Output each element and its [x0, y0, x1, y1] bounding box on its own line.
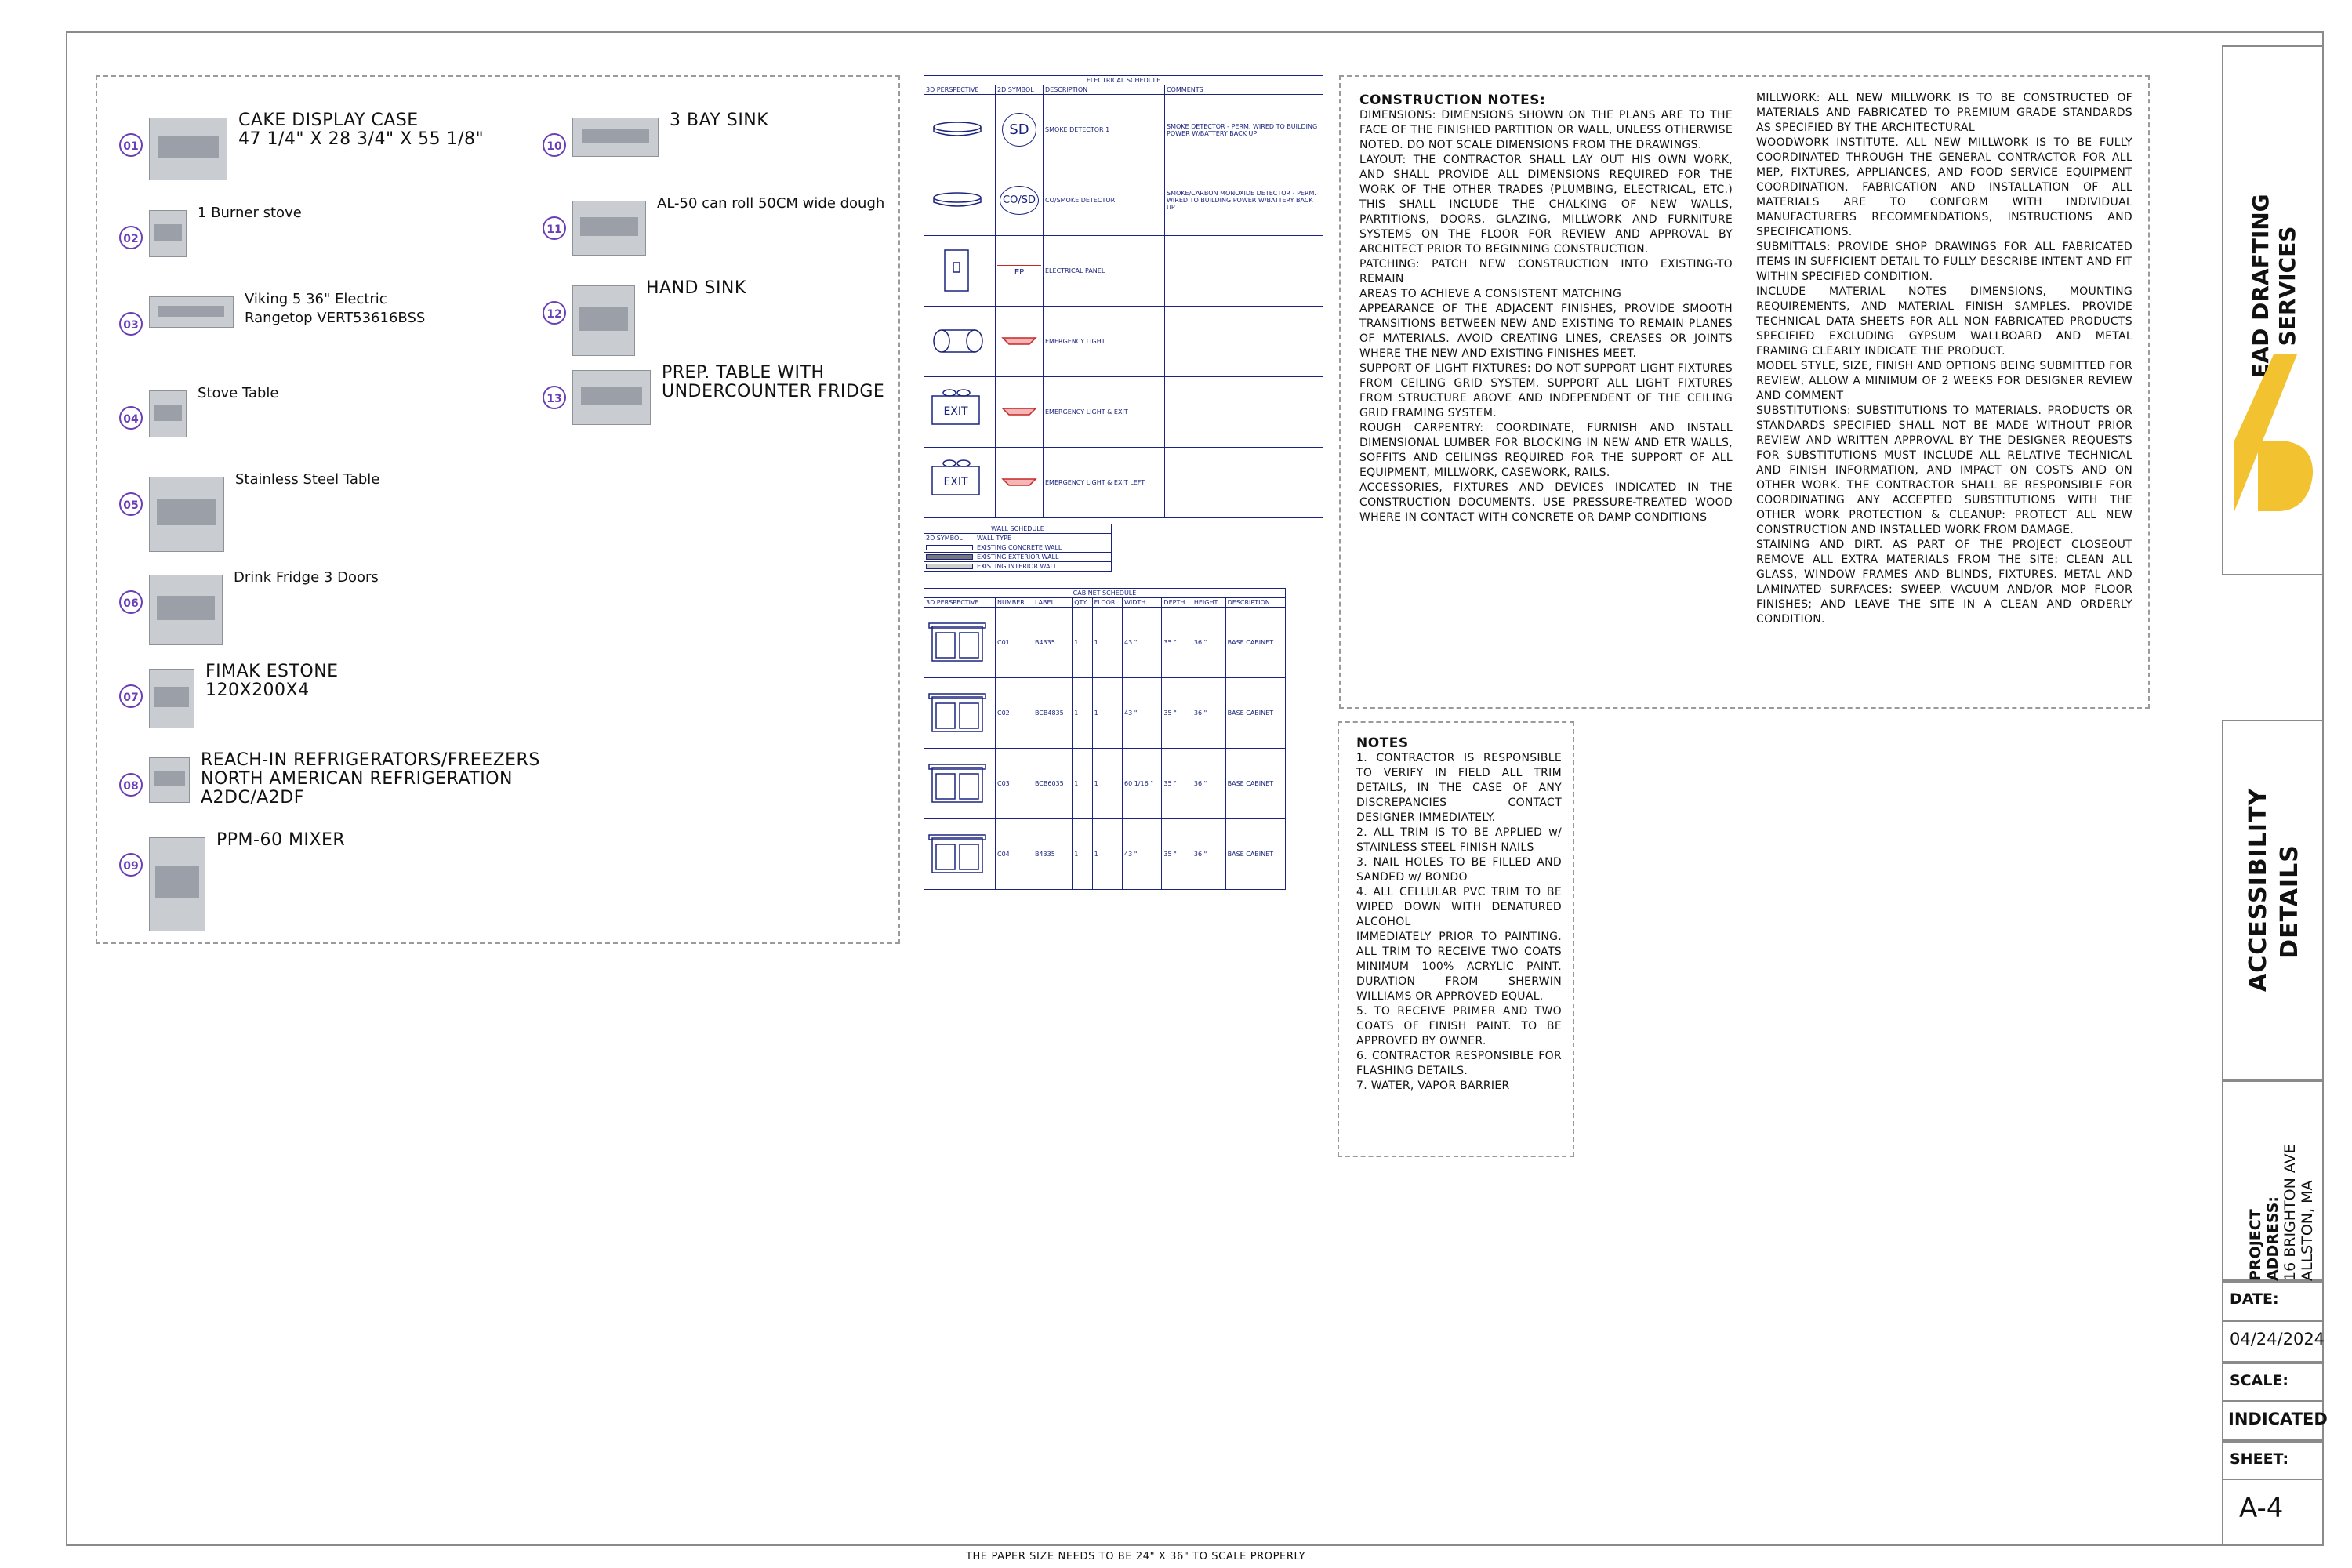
cabinet-row	[924, 608, 1286, 678]
cabinet-header: NUMBER	[996, 598, 1033, 608]
cabinet-cell: 35 "	[1162, 608, 1192, 678]
item-number-badge: 05	[119, 492, 143, 516]
fixture-comments: SMOKE DETECTOR - PERM. WIRED TO BUILDING POWER W/BATTERY BACK UP	[1165, 95, 1323, 165]
wall-symbol	[924, 543, 975, 553]
cabinet-cell: BASE CABINET	[1225, 678, 1285, 749]
equipment-photo	[572, 285, 635, 356]
cabinet-cell: BASE CABINET	[1225, 749, 1285, 819]
construction-notes-col2	[1756, 91, 2132, 627]
cabinet-cell: 35 "	[1162, 749, 1192, 819]
electrical-row	[924, 448, 1323, 518]
note-item: 2. ALL TRIM IS TO BE APPLIED w/ STAINLESS STEEL FINISH NAILS	[1356, 826, 1562, 854]
equipment-label: AL-50 can roll 50CM wide dough	[657, 195, 885, 212]
equipment-item	[119, 383, 480, 453]
company-name: EAD DRAFTING SERVICES	[2248, 194, 2300, 379]
construction-note-paragraph: INCLUDE MATERIAL NOTES DIMENSIONS, MOUNTING REQUIREMENTS, AND MATERIAL FINISH SAMPLES. PROVIDE TECHNICAL DATA SHEETS FOR ALL NON FABRICATED PRODUCTS SPECIFIED EXCLUDING GYPSUM WALLBOARD AND METAL FRAMING CLEARLY INDICATE THE PRODUCT.	[1756, 285, 2132, 358]
fixture-symbol	[996, 307, 1044, 377]
title-block-scale	[2222, 1363, 2328, 1441]
cabinet-perspective	[924, 819, 996, 890]
cabinet-schedule	[924, 588, 1286, 890]
equipment-item	[119, 567, 480, 637]
fixture-symbol	[996, 95, 1044, 165]
equipment-item	[119, 110, 485, 180]
symbol-text: EP	[997, 265, 1041, 277]
construction-note-paragraph: SUBSTITUTIONS: SUBSTITUTIONS TO MATERIALS. PRODUCTS OR STANDARDS SPECIFIED SHALL NOT BE MADE WITHOUT PRIOR REVIEW AND WRITTEN APPROVAL BY THE DESIGNER REQUESTS FOR SUBSTITUTIONS MUST INCLUDE ALL RELATIVE TECHNICAL AND FINISH INFORMATION, AND IMPACT ON COSTS AND ON OTHER WORK. THE CONTRACTOR SHALL BE RESPONSIBLE FOR COORDINATING ANY ACCEPTED SUBSTITUTIONS WITH THE OTHER WORK PROTECTION & CLEANUP: PROTECT ALL NEW CONSTRUCTION AND INSTALLED WORK FROM DAMAGE.	[1756, 405, 2132, 536]
electrical-row	[924, 307, 1323, 377]
equipment-photo	[149, 118, 227, 180]
project-address	[2247, 1085, 2316, 1281]
electrical-schedule	[924, 75, 1323, 518]
cabinet-cell: C04	[996, 819, 1033, 890]
wall-type: EXISTING CONCRETE WALL	[975, 543, 1112, 553]
wall-row	[924, 553, 1112, 562]
fixture-comments	[1165, 236, 1323, 307]
equipment-photo	[149, 669, 194, 728]
equipment-label: Stainless Steel Table	[235, 471, 380, 488]
item-number-badge: 06	[119, 590, 143, 614]
fixture-perspective	[924, 377, 996, 448]
cabinet-header: DEPTH	[1162, 598, 1192, 608]
emergency-light-icon	[1000, 335, 1039, 347]
title-block-sheet-title	[2222, 720, 2324, 1080]
project-label: PROJECT ADDRESS:	[2247, 1196, 2281, 1281]
cabinet-cell: BASE CABINET	[1225, 608, 1285, 678]
electrical-schedule-title: ELECTRICAL SCHEDULE	[924, 76, 1323, 85]
note-item: 5. TO RECEIVE PRIMER AND TWO COATS OF FINISH PAINT. TO BE APPROVED BY OWNER.	[1356, 1005, 1562, 1047]
wall-type: EXISTING EXTERIOR WALL	[975, 553, 1112, 562]
cabinet-cell: C01	[996, 608, 1033, 678]
cabinet-header: HEIGHT	[1192, 598, 1225, 608]
electrical-row	[924, 95, 1323, 165]
cabinet-cell: 36 "	[1192, 608, 1225, 678]
emergency-light-icon	[1000, 476, 1039, 488]
fixture-perspective	[924, 307, 996, 377]
emergency-light-icon	[1000, 405, 1039, 418]
item-number-badge: 04	[119, 406, 143, 430]
fixture-perspective	[924, 448, 996, 518]
equipment-label: FIMAK ESTONE 120X200X4	[205, 662, 339, 700]
note-item: 4. ALL CELLULAR PVC TRIM TO BE WIPED DOWN WITH DENATURED ALCOHOL	[1356, 886, 1562, 928]
cabinet-cell: 1	[1073, 678, 1092, 749]
wall-header-type: WALL TYPE	[975, 534, 1112, 543]
cabinet-header: LABEL	[1033, 598, 1072, 608]
cabinet-row	[924, 749, 1286, 819]
notes-box	[1338, 721, 1574, 1157]
notes-text	[1356, 751, 1562, 1094]
construction-note-paragraph: MILLWORK: ALL NEW MILLWORK IS TO BE CONSTRUCTED OF MATERIALS AND FABRICATED TO PREMIUM GRADE STANDARDS AS SPECIFIED BY THE ARCHITECTURAL	[1756, 92, 2132, 134]
date-label: DATE:	[2230, 1290, 2279, 1308]
address-line1: 16 BRIGHTON AVE	[2281, 1144, 2299, 1281]
equipment-label: PPM-60 MIXER	[216, 830, 346, 850]
symbol-circle: SD	[1002, 113, 1036, 147]
electrical-header: 3D PERSPECTIVE	[924, 85, 996, 95]
cabinet-cell: 1	[1092, 749, 1122, 819]
fixture-description: EMERGENCY LIGHT & EXIT	[1044, 377, 1165, 448]
sheet-label: SHEET:	[2230, 1450, 2289, 1468]
electrical-header: 2D SYMBOL	[996, 85, 1044, 95]
construction-note-paragraph: PATCHING: PATCH NEW CONSTRUCTION INTO EXISTING-TO REMAIN	[1359, 258, 1733, 285]
electrical-header: COMMENTS	[1165, 85, 1323, 95]
item-number-badge: 09	[119, 853, 143, 877]
wall-row	[924, 562, 1112, 572]
equipment-item	[119, 750, 540, 820]
address-line2: ALLSTON, MA	[2299, 1180, 2316, 1281]
fixture-description: EMERGENCY LIGHT & EXIT LEFT	[1044, 448, 1165, 518]
cabinet-header: QTY	[1073, 598, 1092, 608]
fixture-description: CO/SMOKE DETECTOR	[1044, 165, 1165, 236]
equipment-item	[543, 362, 903, 433]
base-cabinet-icon	[926, 760, 989, 807]
equipment-photo	[149, 757, 190, 803]
cabinet-cell: BASE CABINET	[1225, 819, 1285, 890]
note-item: 7. WATER, VAPOR BARRIER	[1356, 1080, 1510, 1092]
construction-note-paragraph: AREAS TO ACHIEVE A CONSISTENT MATCHING	[1359, 288, 1622, 300]
fixture-symbol	[996, 165, 1044, 236]
cabinet-header: WIDTH	[1122, 598, 1161, 608]
equipment-label: Drink Fridge 3 Doors	[234, 569, 379, 586]
electrical-row	[924, 236, 1323, 307]
cabinet-cell: 1	[1073, 819, 1092, 890]
cabinet-cell: 1	[1092, 608, 1122, 678]
wall-schedule-title: WALL SCHEDULE	[924, 524, 1112, 534]
title-block-logo	[2222, 45, 2324, 575]
construction-note-paragraph: APPEARANCE OF THE ADJACENT FINISHES, PROVIDE SMOOTH TRANSITIONS BETWEEN NEW AND EXISTING TO REMAIN PLANES OF MATERIALS. AVOID CREATING LINES, CREASES OR JOINTS WHERE THE NEW AND EXISTING FINISHES MEET.	[1359, 303, 1733, 360]
construction-note-paragraph: SUPPORT OF LIGHT FIXTURES: DO NOT SUPPORT LIGHT FIXTURES FROM CEILING GRID SYSTEM. SUPPORT ALL LIGHT FIXTURES FROM STRUCTURE ABOVE AND INDEPENDENT OF THE CEILING GRID FRAMING SYSTEM.	[1359, 362, 1733, 419]
equipment-item	[119, 289, 480, 359]
equipment-label: HAND SINK	[646, 278, 746, 298]
construction-notes-col1	[1359, 108, 1733, 525]
construction-note-paragraph: DIMENSIONS: DIMENSIONS SHOWN ON THE PLANS ARE TO THE FACE OF THE FINISHED PARTITION OR WALL, UNLESS OTHERWISE NOTED. DO NOT SCALE DIMENSIONS FROM THE DRAWINGS.	[1359, 109, 1733, 151]
note-item: 1. CONTRACTOR IS RESPONSIBLE TO VERIFY IN FIELD ALL TRIM DETAILS, IN THE CASE OF ANY DISCREPANCIES CONTACT DESIGNER IMMEDIATELY.	[1356, 752, 1562, 824]
scale-value: INDICATED	[2228, 1410, 2328, 1428]
cabinet-cell: 36 "	[1192, 819, 1225, 890]
cabinet-perspective	[924, 678, 996, 749]
cabinet-cell: 35 "	[1162, 819, 1192, 890]
equipment-item	[119, 202, 480, 273]
cabinet-cell: 60 1/16 "	[1122, 749, 1161, 819]
wall-schedule	[924, 524, 1112, 572]
construction-note-paragraph: ROUGH CARPENTRY: COORDINATE, FURNISH AND INSTALL DIMENSIONAL LUMBER FOR BLOCKING IN NEW AND ETR WALLS, SOFFITS AND CEILINGS REQUIRED FOR THE SUPPORT OF ALL EQUIPMENT, MILLWORK, CASEWORK, RAILS.	[1359, 422, 1733, 479]
cabinet-cell: BCB4835	[1033, 678, 1072, 749]
electrical-row	[924, 165, 1323, 236]
equipment-label: 3 BAY SINK	[670, 111, 769, 130]
construction-note-paragraph: WOODWORK INSTITUTE. ALL NEW MILLWORK IS TO BE FULLY COORDINATED THROUGH THE GENERAL CONTRACTOR FOR ALL MEP, FIXTURES, APPLIANCES, AND FOOD SERVICE EQUIPMENT COORDINATION. FABRICATION AND INSTALLATION OF ALL MATERIALS ARE TO CONFORM WITH INDIVIDUAL MANUFACTURERS RECOMMENDATIONS, INSTRUCTIONS AND SPECIFICATIONS.	[1756, 136, 2132, 238]
cabinet-header: FLOOR	[1092, 598, 1122, 608]
note-item: 6. CONTRACTOR RESPONSIBLE FOR FLASHING DETAILS.	[1356, 1050, 1562, 1077]
symbol-circle: CO/SD	[1000, 186, 1039, 215]
wall-symbol	[924, 553, 975, 562]
equipment-photo	[572, 118, 659, 157]
equipment-label: Viking 5 36" Electric Rangetop VERT53616BSS	[245, 291, 426, 326]
equipment-item	[543, 193, 903, 263]
item-number-badge: 01	[119, 133, 143, 157]
note-item: 3. NAIL HOLES TO BE FILLED AND SANDED w/ BONDO	[1356, 856, 1562, 884]
item-number-badge: 02	[119, 226, 143, 249]
construction-notes-box	[1339, 75, 2150, 709]
wall-type: EXISTING INTERIOR WALL	[975, 562, 1112, 572]
cabinet-cell: 36 "	[1192, 749, 1225, 819]
item-number-badge: 13	[543, 386, 566, 409]
title-block-sheet	[2222, 1441, 2324, 1546]
cabinet-cell: B4335	[1033, 819, 1072, 890]
item-number-badge: 07	[119, 684, 143, 708]
equipment-photo	[572, 201, 646, 256]
cabinet-cell: 35 "	[1162, 678, 1192, 749]
item-number-badge: 08	[119, 773, 143, 797]
fixture-comments: SMOKE/CARBON MONOXIDE DETECTOR - PERM. WIRED TO BUILDING POWER W/BATTERY BACK UP	[1165, 165, 1323, 236]
equipment-photo	[149, 296, 234, 328]
svg-text:EXIT: EXIT	[943, 475, 968, 488]
construction-note-paragraph: SUBMITTALS: PROVIDE SHOP DRAWINGS FOR ALL FABRICATED ITEMS IN SUFFICIENT DETAIL TO FULLY DESCRIBE INTENT AND FIT WITHIN SPECIFIED CONDITION.	[1756, 241, 2132, 283]
base-cabinet-icon	[926, 830, 989, 877]
cabinet-cell: 1	[1092, 678, 1122, 749]
svg-text:EXIT: EXIT	[943, 405, 968, 418]
cabinet-perspective	[924, 608, 996, 678]
date-value: 04/24/2024	[2230, 1330, 2325, 1348]
wall-row	[924, 543, 1112, 553]
fixture-perspective	[924, 236, 996, 307]
equipment-item	[543, 278, 903, 348]
fixture-description: SMOKE DETECTOR 1	[1044, 95, 1165, 165]
equipment-photo	[149, 390, 187, 437]
equipment-photo	[149, 575, 223, 645]
notes-title: NOTES	[1356, 735, 1409, 751]
equipment-photo	[572, 370, 651, 425]
construction-note-paragraph: MODEL STYLE, SIZE, FINISH AND OPTIONS BEING SUBMITTED FOR REVIEW, ALLOW A MINIMUM OF 2 WEEKS FOR DESIGNER REVIEW AND COMMENT	[1756, 360, 2132, 402]
wall-symbol	[924, 562, 975, 572]
cabinet-cell: 43 "	[1122, 819, 1161, 890]
cabinet-row	[924, 678, 1286, 749]
fixture-description: EMERGENCY LIGHT	[1044, 307, 1165, 377]
cabinet-cell: 1	[1092, 819, 1122, 890]
sheet-number: A-4	[2239, 1493, 2284, 1524]
item-number-badge: 11	[543, 216, 566, 240]
fixture-description: ELECTRICAL PANEL	[1044, 236, 1165, 307]
base-cabinet-icon	[926, 689, 989, 736]
equipment-label: REACH-IN REFRIGERATORS/FREEZERS NORTH AMERICAN REFRIGERATION A2DC/A2DF	[201, 750, 540, 808]
construction-note-paragraph: ACCESSORIES, FIXTURES AND DEVICES INDICATED IN THE CONSTRUCTION DOCUMENTS. USE PRESSURE-TREATED WOOD WHERE IN CONTACT WITH CONCRETE OR DAMP CONDITIONS	[1359, 481, 1733, 524]
item-number-badge: 03	[119, 312, 143, 336]
equipment-label: PREP. TABLE WITH UNDERCOUNTER FRIDGE	[662, 363, 885, 401]
cabinet-cell: 36 "	[1192, 678, 1225, 749]
paper-size-note: THE PAPER SIZE NEEDS TO BE 24" X 36" TO SCALE PROPERLY	[966, 1551, 1306, 1563]
cabinet-cell: BCB6035	[1033, 749, 1072, 819]
equipment-photo	[149, 477, 224, 552]
equipment-item	[543, 110, 903, 180]
cabinet-perspective	[924, 749, 996, 819]
item-number-badge: 10	[543, 133, 566, 157]
electrical-row	[924, 377, 1323, 448]
item-number-badge: 12	[543, 301, 566, 325]
equipment-photo	[149, 210, 187, 257]
wall-header-symbol: 2D SYMBOL	[924, 534, 975, 543]
equipment-label: CAKE DISPLAY CASE 47 1/4" X 28 3/4" X 55 1/8"	[238, 111, 485, 149]
fixture-symbol	[996, 236, 1044, 307]
base-cabinet-icon	[926, 619, 989, 666]
fixture-comments	[1165, 377, 1323, 448]
equipment-legend	[96, 75, 900, 944]
equipment-item	[119, 469, 480, 539]
scale-label: SCALE:	[2230, 1372, 2289, 1389]
fixture-symbol	[996, 448, 1044, 518]
sheet-title: ACCESSIBILITY DETAILS	[2245, 787, 2303, 992]
fixture-symbol	[996, 377, 1044, 448]
construction-note-paragraph: LAYOUT: THE CONTRACTOR SHALL LAY OUT HIS OWN WORK, AND SHALL PROVIDE ALL DIMENSIONS REQUIRED FOR THE WORK OF THE OTHER TRADES (PLUMBING, ELECTRICAL, ETC.) THIS SHALL INCLUDE THE CHALKING OF NEW WALLS, PARTITIONS, DOORS, GLAZING, MILLWORK AND FURNITURE SYSTEMS ON THE FLOOR FOR REVIEW AND APPROVAL BY ARCHITECT PRIOR TO BEGINNING CONSTRUCTION.	[1359, 154, 1733, 256]
equipment-photo	[149, 837, 205, 931]
cabinet-cell: B4335	[1033, 608, 1072, 678]
cabinet-schedule-title: CABINET SCHEDULE	[924, 589, 1286, 598]
cabinet-header: DESCRIPTION	[1225, 598, 1285, 608]
title-block-project	[2222, 1080, 2324, 1281]
electrical-header: DESCRIPTION	[1044, 85, 1165, 95]
equipment-label: 1 Burner stove	[198, 205, 302, 221]
fixture-perspective	[924, 95, 996, 165]
ead-logo-icon	[2234, 354, 2313, 511]
fixture-comments	[1165, 448, 1323, 518]
equipment-label: Stove Table	[198, 385, 279, 401]
cabinet-cell: 43 "	[1122, 678, 1161, 749]
cabinet-row	[924, 819, 1286, 890]
equipment-item	[119, 829, 480, 900]
cabinet-cell: 1	[1073, 608, 1092, 678]
cabinet-header: 3D PERSPECTIVE	[924, 598, 996, 608]
equipment-item	[119, 661, 480, 731]
title-block-date	[2222, 1281, 2324, 1363]
construction-note-paragraph: STAINING AND DIRT. AS PART OF THE PROJECT CLOSEOUT REMOVE ALL EXTRA MATERIALS FROM THE SITE: CLEAN ALL GLASS, WINDOW FRAMES AND BLINDS, FIXTURES. METAL AND LAMINATED SURFACES: SWEEP. VACUUM AND/OR MOP FLOOR FINISHES; AND LEAVE THE SITE IN A CLEAN AND ORDERLY CONDITION.	[1756, 539, 2132, 626]
construction-notes-title: CONSTRUCTION NOTES:	[1359, 93, 1546, 108]
fixture-comments	[1165, 307, 1323, 377]
cabinet-cell: 43 "	[1122, 608, 1161, 678]
cabinet-cell: C02	[996, 678, 1033, 749]
cabinet-cell: 1	[1073, 749, 1092, 819]
note-item: IMMEDIATELY PRIOR TO PAINTING. ALL TRIM TO RECEIVE TWO COATS MINIMUM 100% ACRYLIC PAINT. DURATION FROM SHERWIN WILLIAMS OR APPROVED EQUAL.	[1356, 931, 1562, 1003]
cabinet-cell: C03	[996, 749, 1033, 819]
fixture-perspective	[924, 165, 996, 236]
